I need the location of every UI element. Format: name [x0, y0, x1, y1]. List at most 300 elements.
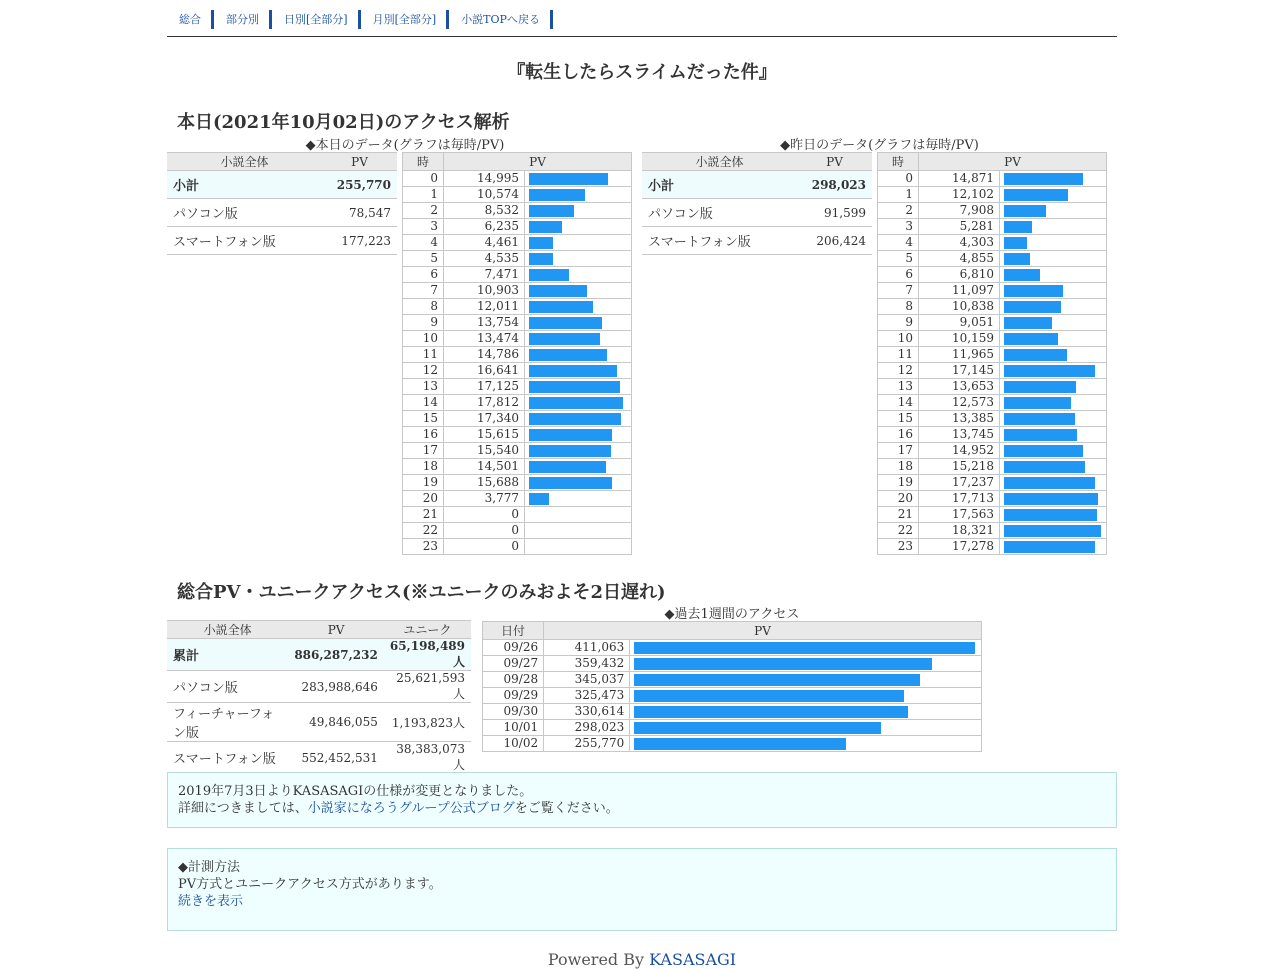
hour-cell: 1 [878, 187, 919, 203]
bar-cell [1000, 187, 1107, 203]
pv-bar [1004, 285, 1063, 297]
pv-cell: 13,754 [444, 315, 525, 331]
hour-row [878, 411, 1107, 427]
bar-cell [1000, 331, 1107, 347]
hour-row [878, 315, 1107, 331]
bar-cell [525, 347, 632, 363]
pv-cell: 11,097 [919, 283, 1000, 299]
bar-cell [525, 379, 632, 395]
bar-cell [630, 640, 982, 656]
hour-row [878, 171, 1107, 187]
bar-cell [1000, 379, 1107, 395]
nav-item-2[interactable]: 日別[全部分] [272, 10, 361, 29]
week-row [483, 704, 982, 720]
bar-cell [1000, 443, 1107, 459]
hour-row [878, 427, 1107, 443]
row-label: 小計 [167, 171, 322, 199]
novel-title: 『転生したらスライムだった件』 [507, 62, 777, 83]
hour-row [878, 235, 1107, 251]
pv-cell: 330,614 [544, 704, 630, 720]
hour-row [403, 411, 632, 427]
bar-cell [525, 443, 632, 459]
pv-cell: 17,278 [919, 539, 1000, 555]
bar-cell [525, 363, 632, 379]
pv-cell: 6,235 [444, 219, 525, 235]
pv-bar [529, 461, 606, 473]
pv-cell: 12,102 [919, 187, 1000, 203]
hour-cell: 20 [403, 491, 444, 507]
pv-cell: 7,908 [919, 203, 1000, 219]
pv-cell: 10,903 [444, 283, 525, 299]
col-novel-all: 小説全体 [642, 153, 797, 171]
hour-row [878, 491, 1107, 507]
pv-bar [529, 429, 612, 441]
summary-row [167, 639, 471, 671]
row-pv: 886,287,232 [288, 639, 384, 671]
hour-cell: 1 [403, 187, 444, 203]
pv-cell: 14,501 [444, 459, 525, 475]
hour-row [403, 299, 632, 315]
nav-item-3[interactable]: 月別[全部分] [361, 10, 450, 29]
pv-bar [529, 317, 602, 329]
pv-bar [529, 285, 587, 297]
hour-row [878, 475, 1107, 491]
bar-cell [1000, 475, 1107, 491]
bar-cell [525, 491, 632, 507]
pv-cell: 16,641 [444, 363, 525, 379]
date-cell: 09/26 [483, 640, 544, 656]
today-hourly-table [402, 152, 632, 555]
bar-cell [1000, 459, 1107, 475]
bar-cell [1000, 523, 1107, 539]
col-pv: PV [288, 621, 384, 639]
pv-cell: 359,432 [544, 656, 630, 672]
row-pv: 177,223 [322, 227, 397, 255]
pv-bar [1004, 541, 1095, 553]
hour-row [403, 219, 632, 235]
hour-cell: 19 [878, 475, 919, 491]
pv-bar [1004, 349, 1067, 361]
bar-cell [1000, 203, 1107, 219]
bar-cell [525, 299, 632, 315]
row-pv: 255,770 [322, 171, 397, 199]
pv-bar [1004, 413, 1075, 425]
hour-row [878, 507, 1107, 523]
hour-cell: 11 [403, 347, 444, 363]
date-cell: 10/01 [483, 720, 544, 736]
pv-cell: 12,011 [444, 299, 525, 315]
hour-row [403, 395, 632, 411]
pv-cell: 13,474 [444, 331, 525, 347]
kasasagi-link[interactable]: KASASAGI [649, 950, 737, 969]
hour-cell: 21 [403, 507, 444, 523]
hour-cell: 21 [878, 507, 919, 523]
bar-cell [525, 187, 632, 203]
pv-bar [529, 445, 611, 457]
hour-row [878, 203, 1107, 219]
pv-bar [529, 477, 612, 489]
pv-bar [1004, 173, 1083, 185]
date-cell: 09/30 [483, 704, 544, 720]
row-pv: 552,452,531 [288, 742, 384, 774]
pv-bar [529, 397, 623, 409]
week-caption: ◆過去1週間のアクセス [664, 607, 800, 622]
hour-cell: 10 [878, 331, 919, 347]
method-text: PV方式とユニークアクセス方式があります。 [178, 877, 442, 892]
col-pv: PV [797, 153, 872, 171]
hour-row [878, 219, 1107, 235]
hour-cell: 12 [403, 363, 444, 379]
pv-bar [529, 269, 569, 281]
pv-bar [1004, 509, 1097, 521]
hour-cell: 6 [878, 267, 919, 283]
hour-row [878, 347, 1107, 363]
hour-cell: 20 [878, 491, 919, 507]
hour-cell: 9 [403, 315, 444, 331]
bar-cell [1000, 267, 1107, 283]
bar-cell [630, 656, 982, 672]
today-summary-table [167, 152, 397, 255]
hour-cell: 9 [878, 315, 919, 331]
pv-bar [1004, 477, 1095, 489]
pv-cell: 13,745 [919, 427, 1000, 443]
col-date: 日付 [483, 622, 544, 640]
hour-cell: 8 [878, 299, 919, 315]
hour-cell: 5 [878, 251, 919, 267]
pv-cell: 17,125 [444, 379, 525, 395]
pv-cell: 298,023 [544, 720, 630, 736]
official-blog-link[interactable]: 小説家になろうグループ公式ブログ [307, 801, 515, 816]
week-row [483, 688, 982, 704]
footer-text: Powered By [547, 950, 650, 969]
hour-row [878, 395, 1107, 411]
measurement-method-box [167, 848, 1117, 931]
hour-cell: 15 [403, 411, 444, 427]
row-unique: 25,621,593人 [384, 671, 471, 703]
hour-row [878, 443, 1107, 459]
show-more-link[interactable]: 続きを表示 [178, 894, 244, 909]
pv-bar [529, 365, 617, 377]
pv-cell: 4,461 [444, 235, 525, 251]
pv-bar [529, 301, 593, 313]
hour-row [403, 251, 632, 267]
bar-cell [525, 523, 632, 539]
spec-change-notice [167, 772, 1117, 828]
nav-item-0[interactable]: 総合 [167, 10, 214, 29]
bar-cell [630, 688, 982, 704]
notice-text-before: 詳細につきましては、 [178, 801, 308, 816]
pv-cell: 17,237 [919, 475, 1000, 491]
hour-cell: 17 [403, 443, 444, 459]
pv-cell: 15,688 [444, 475, 525, 491]
pv-cell: 15,540 [444, 443, 525, 459]
row-pv: 298,023 [797, 171, 872, 199]
pv-bar [529, 349, 607, 361]
bar-cell [1000, 395, 1107, 411]
pv-cell: 4,303 [919, 235, 1000, 251]
hour-row [403, 331, 632, 347]
hour-row [403, 491, 632, 507]
pv-bar [1004, 205, 1046, 217]
summary-row [167, 199, 397, 227]
pv-bar [1004, 429, 1077, 441]
pv-cell: 14,786 [444, 347, 525, 363]
hour-cell: 3 [403, 219, 444, 235]
row-pv: 49,846,055 [288, 703, 384, 742]
pv-cell: 325,473 [544, 688, 630, 704]
pv-bar [529, 205, 574, 217]
row-pv: 78,547 [322, 199, 397, 227]
pv-bar [634, 642, 975, 654]
date-cell: 09/29 [483, 688, 544, 704]
pv-bar [1004, 237, 1027, 249]
hour-cell: 16 [403, 427, 444, 443]
bar-cell [525, 395, 632, 411]
hour-row [403, 507, 632, 523]
bar-cell [525, 315, 632, 331]
today-caption: ◆本日のデータ(グラフは毎時/PV) [305, 138, 505, 153]
pv-cell: 4,855 [919, 251, 1000, 267]
hour-cell: 23 [878, 539, 919, 555]
pv-cell: 18,321 [919, 523, 1000, 539]
bar-cell [1000, 283, 1107, 299]
bar-cell [525, 267, 632, 283]
pv-bar [529, 189, 585, 201]
row-unique: 1,193,823人 [384, 703, 471, 742]
pv-bar [1004, 301, 1061, 313]
hour-row [878, 539, 1107, 555]
pv-cell: 14,995 [444, 171, 525, 187]
pv-cell: 3,777 [444, 491, 525, 507]
col-pv: PV [444, 153, 632, 171]
bar-cell [525, 251, 632, 267]
col-unique: ユニーク [384, 621, 471, 639]
summary-row [167, 227, 397, 255]
pv-bar [529, 253, 553, 265]
hour-row [403, 283, 632, 299]
col-pv: PV [544, 622, 982, 640]
hour-cell: 22 [878, 523, 919, 539]
hour-row [403, 379, 632, 395]
bar-cell [1000, 347, 1107, 363]
bar-cell [525, 235, 632, 251]
pv-bar [1004, 493, 1098, 505]
pv-bar [634, 738, 846, 750]
bar-cell [525, 475, 632, 491]
bar-cell [1000, 315, 1107, 331]
pv-cell: 0 [444, 539, 525, 555]
week-row [483, 736, 982, 752]
pv-cell: 7,471 [444, 267, 525, 283]
hour-cell: 22 [403, 523, 444, 539]
week-row [483, 656, 982, 672]
bar-cell [1000, 219, 1107, 235]
col-pv: PV [919, 153, 1107, 171]
pv-cell: 17,812 [444, 395, 525, 411]
total-heading: 総合PV・ユニークアクセス(※ユニークのみおよそ2日遅れ) [177, 582, 666, 603]
pv-cell: 14,952 [919, 443, 1000, 459]
hour-cell: 14 [878, 395, 919, 411]
row-unique: 38,383,073人 [384, 742, 471, 774]
row-label: 累計 [167, 639, 288, 671]
week-row [483, 720, 982, 736]
hour-cell: 12 [878, 363, 919, 379]
pv-bar [634, 722, 881, 734]
hour-cell: 17 [878, 443, 919, 459]
hour-cell: 16 [878, 427, 919, 443]
row-unique: 65,198,489人 [384, 639, 471, 671]
hour-cell: 14 [403, 395, 444, 411]
bar-cell [525, 427, 632, 443]
nav-item-1[interactable]: 部分別 [214, 10, 272, 29]
hour-row [403, 443, 632, 459]
pv-cell: 13,653 [919, 379, 1000, 395]
pv-cell: 345,037 [544, 672, 630, 688]
hour-cell: 11 [878, 347, 919, 363]
summary-row [167, 703, 471, 742]
row-label: 小計 [642, 171, 797, 199]
hour-row [403, 347, 632, 363]
bar-cell [525, 219, 632, 235]
bar-cell [1000, 411, 1107, 427]
hour-row [878, 187, 1107, 203]
bar-cell [630, 704, 982, 720]
hour-cell: 15 [878, 411, 919, 427]
hour-row [403, 187, 632, 203]
row-label: スマートフォン版 [642, 227, 797, 255]
hour-cell: 7 [403, 283, 444, 299]
pv-cell: 5,281 [919, 219, 1000, 235]
hour-cell: 13 [878, 379, 919, 395]
pv-bar [529, 381, 620, 393]
yesterday-hourly-table [877, 152, 1107, 555]
pv-cell: 17,563 [919, 507, 1000, 523]
hour-cell: 23 [403, 539, 444, 555]
hour-cell: 18 [403, 459, 444, 475]
summary-row [642, 227, 872, 255]
col-novel-all: 小説全体 [167, 621, 288, 639]
pv-bar [1004, 381, 1076, 393]
bar-cell [525, 171, 632, 187]
bar-cell [1000, 363, 1107, 379]
row-label: スマートフォン版 [167, 227, 322, 255]
notice-line1: 2019年7月3日よりKASASAGIの仕様が変更となりました。 [178, 784, 533, 799]
hour-row [878, 283, 1107, 299]
row-pv: 91,599 [797, 199, 872, 227]
pv-bar [529, 221, 562, 233]
pv-bar [1004, 333, 1058, 345]
pv-cell: 11,965 [919, 347, 1000, 363]
row-label: スマートフォン版 [167, 742, 288, 774]
yesterday-summary-table [642, 152, 872, 255]
hour-row [878, 363, 1107, 379]
pv-cell: 10,574 [444, 187, 525, 203]
pv-cell: 0 [444, 507, 525, 523]
row-label: パソコン版 [642, 199, 797, 227]
yesterday-caption: ◆昨日のデータ(グラフは毎時/PV) [780, 138, 979, 153]
hour-row [403, 459, 632, 475]
pv-cell: 15,615 [444, 427, 525, 443]
pv-bar [529, 333, 600, 345]
hour-cell: 2 [878, 203, 919, 219]
notice-line2 [168, 800, 1116, 817]
hour-row [403, 427, 632, 443]
pv-bar [634, 690, 904, 702]
hour-row [878, 331, 1107, 347]
pv-cell: 17,340 [444, 411, 525, 427]
hour-row [403, 363, 632, 379]
bar-cell [525, 507, 632, 523]
pv-cell: 12,573 [919, 395, 1000, 411]
date-cell: 09/27 [483, 656, 544, 672]
pv-bar [1004, 253, 1030, 265]
bar-cell [1000, 235, 1107, 251]
bar-cell [525, 331, 632, 347]
pv-bar [1004, 365, 1095, 377]
hour-row [403, 315, 632, 331]
summary-row [167, 671, 471, 703]
pv-cell: 17,145 [919, 363, 1000, 379]
summary-row [167, 742, 471, 774]
bar-cell [525, 459, 632, 475]
bar-cell [525, 283, 632, 299]
top-nav [167, 10, 1117, 37]
date-cell: 09/28 [483, 672, 544, 688]
pv-bar [634, 658, 932, 670]
pv-bar [1004, 525, 1101, 537]
hour-cell: 6 [403, 267, 444, 283]
pv-bar [1004, 445, 1083, 457]
pv-bar [1004, 317, 1052, 329]
pv-cell: 0 [444, 523, 525, 539]
col-hour: 時 [403, 153, 444, 171]
hour-row [878, 523, 1107, 539]
footer [167, 950, 1117, 969]
pv-bar [634, 706, 908, 718]
col-hour: 時 [878, 153, 919, 171]
bar-cell [1000, 299, 1107, 315]
bar-cell [1000, 171, 1107, 187]
hour-cell: 13 [403, 379, 444, 395]
pv-bar [529, 493, 549, 505]
pv-cell: 8,532 [444, 203, 525, 219]
pv-cell: 13,385 [919, 411, 1000, 427]
hour-row [878, 379, 1107, 395]
pv-bar [1004, 461, 1085, 473]
pv-cell: 14,871 [919, 171, 1000, 187]
pv-bar [1004, 189, 1068, 201]
nav-item-4[interactable]: 小説TOPへ戻る [449, 10, 553, 29]
row-label: パソコン版 [167, 671, 288, 703]
pv-bar [1004, 221, 1032, 233]
col-novel-all: 小説全体 [167, 153, 322, 171]
hour-row [403, 523, 632, 539]
hour-row [403, 171, 632, 187]
hour-row [878, 251, 1107, 267]
pv-bar [529, 237, 553, 249]
bar-cell [1000, 491, 1107, 507]
week-table [482, 621, 982, 752]
pv-bar [529, 173, 608, 185]
hour-cell: 2 [403, 203, 444, 219]
bar-cell [630, 736, 982, 752]
pv-cell: 6,810 [919, 267, 1000, 283]
pv-cell: 10,159 [919, 331, 1000, 347]
bar-cell [525, 411, 632, 427]
pv-bar [1004, 397, 1071, 409]
bar-cell [525, 539, 632, 555]
row-pv: 283,988,646 [288, 671, 384, 703]
